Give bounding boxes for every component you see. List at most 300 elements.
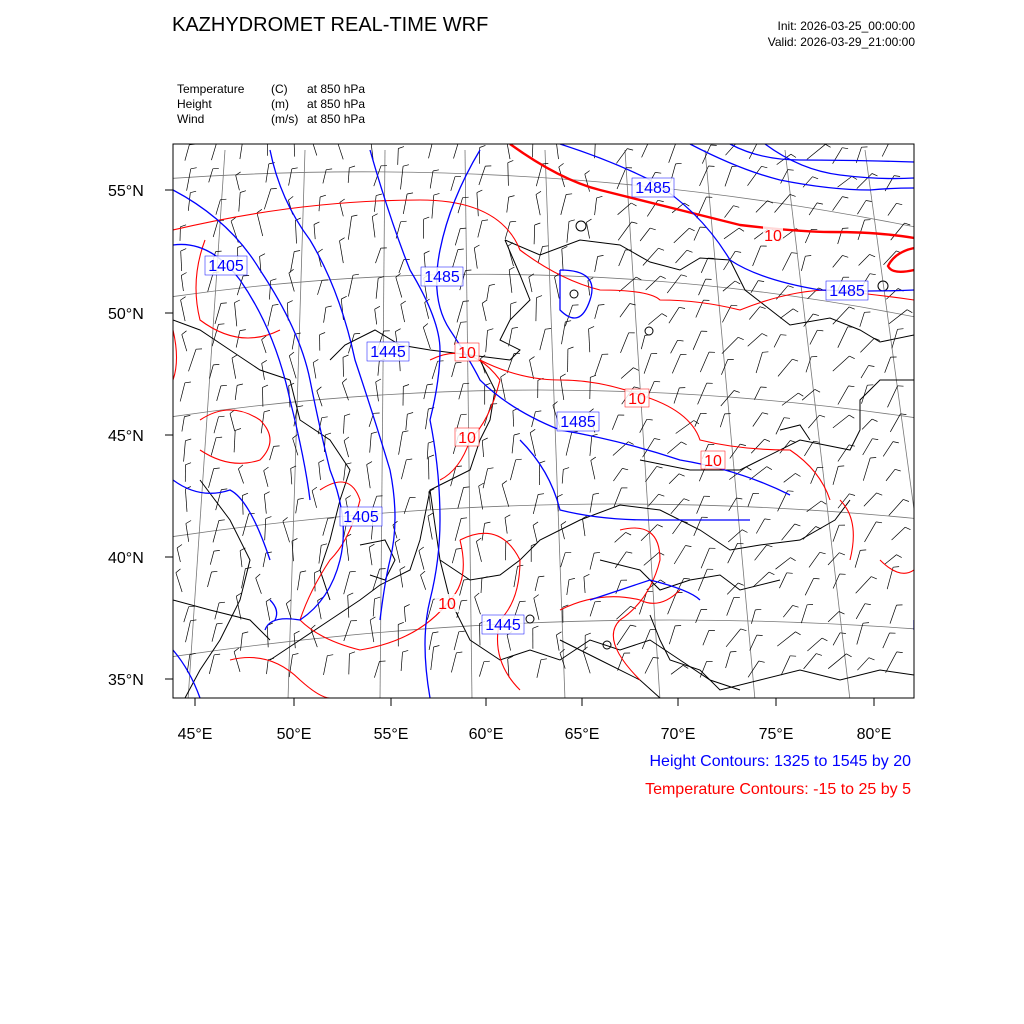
wind-barb-flag xyxy=(266,517,272,519)
wind-barb xyxy=(585,174,590,192)
wind-barb xyxy=(429,137,434,158)
wind-barb-flag xyxy=(657,525,662,527)
wind-barb-flag xyxy=(476,538,481,541)
wind-barb xyxy=(295,220,296,243)
height-label xyxy=(205,256,247,275)
wind-barb-flag xyxy=(315,570,321,572)
wind-barb xyxy=(507,197,509,212)
wind-barb-flag xyxy=(817,330,823,331)
wind-barb-flag xyxy=(796,632,801,635)
wind-barb xyxy=(776,418,784,435)
wind-barb-flag xyxy=(217,623,223,624)
longitude-labels xyxy=(178,726,892,743)
wind-barb xyxy=(267,660,269,674)
wind-barb xyxy=(211,438,216,456)
wind-barb-flag xyxy=(795,524,801,526)
wind-barb xyxy=(562,249,563,271)
wind-barb-flag xyxy=(898,329,904,330)
wind-barb xyxy=(751,610,755,624)
wind-barb xyxy=(698,569,707,590)
wind-barb xyxy=(886,652,897,673)
wind-barb xyxy=(700,352,709,372)
wind-barb-flag xyxy=(181,249,187,252)
wind-barb-flag xyxy=(681,275,687,277)
wind-barb-flag xyxy=(598,305,604,306)
wind-barb-flag xyxy=(849,494,855,496)
wind-barb-flag xyxy=(788,491,794,492)
wind-barb-flag xyxy=(813,177,819,179)
wind-barb xyxy=(888,386,898,408)
wind-barb xyxy=(399,432,403,455)
wind-barb-flag xyxy=(310,129,315,133)
wind-barb xyxy=(185,489,187,512)
wind-barb xyxy=(540,329,545,350)
wind-barb xyxy=(487,286,489,300)
wind-barb xyxy=(406,414,408,430)
wind-barb xyxy=(401,166,404,189)
height-contour-labels xyxy=(205,178,868,634)
wind-barb xyxy=(723,281,735,291)
wind-barb-flag xyxy=(684,499,690,501)
svg-text:1405: 1405 xyxy=(208,258,244,275)
wind-barb-flag xyxy=(657,466,663,468)
wind-barb-flag xyxy=(540,461,546,463)
wind-barb-flag xyxy=(556,136,561,139)
svg-text:1485: 1485 xyxy=(635,180,671,197)
wind-barb-flag xyxy=(463,197,469,198)
wind-barb xyxy=(535,577,538,591)
wind-barb xyxy=(861,366,869,379)
wind-barb-flag xyxy=(433,632,439,633)
wind-barb-flag xyxy=(843,255,849,257)
wind-barb xyxy=(424,254,425,269)
wind-barb xyxy=(595,198,597,215)
wind-barb xyxy=(323,518,328,535)
wind-barb-flag xyxy=(216,251,222,252)
wind-barb-flag xyxy=(560,374,565,377)
wind-barb xyxy=(344,416,345,434)
wind-barb-flag xyxy=(791,154,796,157)
wind-barb xyxy=(234,430,235,452)
wind-barb-flag xyxy=(762,352,768,353)
wind-barb-flag xyxy=(349,166,355,168)
wind-barb xyxy=(676,250,687,263)
wind-barb-flag xyxy=(585,633,591,635)
wind-barb xyxy=(618,653,625,671)
wind-barb-flag xyxy=(849,386,855,387)
wind-barb xyxy=(701,258,708,273)
wind-barb xyxy=(317,391,322,407)
wind-barb-flag xyxy=(298,498,304,499)
lon-label: 70°E xyxy=(660,726,696,743)
wind-barb-flag xyxy=(326,306,332,307)
wind-barb xyxy=(886,469,895,481)
wind-barb-flag xyxy=(243,136,249,137)
wind-barb-flag xyxy=(300,571,306,572)
wind-barb-flag xyxy=(542,163,548,164)
wind-barb-flag xyxy=(433,170,439,171)
wind-barb-flag xyxy=(791,253,797,254)
wind-barb xyxy=(838,228,843,244)
wind-barb xyxy=(536,164,542,186)
wind-barb xyxy=(779,573,786,588)
height-label xyxy=(557,412,599,431)
wind-barb-flag xyxy=(733,206,739,208)
wind-barb xyxy=(595,257,598,272)
wind-barb xyxy=(479,166,485,185)
valid-time: Valid: 2026-03-29_21:00:00 xyxy=(767,35,915,49)
wind-barb xyxy=(209,469,214,488)
wind-barb-flag xyxy=(403,165,409,167)
wind-barb xyxy=(750,635,757,650)
wind-barb xyxy=(698,383,707,404)
wind-barb-flag xyxy=(313,359,318,362)
wind-barb-flag xyxy=(458,249,464,250)
wind-barb xyxy=(667,442,681,454)
wind-barb xyxy=(695,413,701,426)
wind-barb-flag xyxy=(346,496,351,499)
wind-barb-flag xyxy=(427,384,433,385)
wind-barb-flag xyxy=(893,567,899,568)
wind-barb-flag xyxy=(395,539,400,542)
wind-barb-flag xyxy=(512,327,518,328)
wind-barb-flag xyxy=(846,654,851,657)
wind-barb-flag xyxy=(181,273,186,276)
wind-barb xyxy=(291,468,292,484)
wind-barb xyxy=(513,411,514,427)
wind-barb xyxy=(186,524,189,542)
wind-barb-flag xyxy=(788,286,794,288)
wind-barb xyxy=(641,335,645,349)
wind-barb-flag xyxy=(684,578,690,579)
wind-barb xyxy=(590,436,592,456)
wind-barb-flag xyxy=(400,567,405,570)
wind-barb-flag xyxy=(860,550,866,551)
wind-barb-flag xyxy=(760,307,766,309)
wind-barb xyxy=(856,577,872,594)
wind-barb-flag xyxy=(813,314,819,316)
wind-barb xyxy=(181,300,186,321)
wind-barb-flag xyxy=(584,574,590,577)
wind-barb-flag xyxy=(182,331,187,335)
wind-barb-flag xyxy=(533,626,539,628)
wind-barb xyxy=(669,474,679,484)
wind-barb-flag xyxy=(530,429,535,432)
wind-barb-flag xyxy=(240,330,246,331)
wind-barb-flag xyxy=(679,307,685,308)
wind-barb xyxy=(620,304,630,318)
wind-barb-flag xyxy=(647,419,653,420)
wind-barb xyxy=(621,333,629,353)
wind-barb xyxy=(833,525,839,541)
wind-barb-flag xyxy=(866,201,872,202)
wind-barb-flag xyxy=(367,462,372,465)
temperature-label xyxy=(455,343,479,362)
wind-barb xyxy=(612,415,618,430)
wind-barb xyxy=(885,357,891,373)
wind-barb xyxy=(533,525,537,543)
wind-barb xyxy=(778,359,792,376)
map-title: KAZHYDROMET REAL-TIME WRF xyxy=(172,14,489,36)
wind-barb-flag xyxy=(406,459,412,460)
wind-barb xyxy=(722,337,738,353)
wind-barb xyxy=(232,358,236,379)
wind-barb-flag xyxy=(738,337,744,339)
wind-barb-flag xyxy=(872,439,878,440)
wind-barb xyxy=(780,309,793,319)
wind-barb-flag xyxy=(863,623,869,624)
wind-barb xyxy=(640,228,650,241)
wind-barb xyxy=(536,298,537,321)
wind-barb xyxy=(180,383,185,402)
wind-barb-flag xyxy=(762,166,768,168)
wind-barb-flag xyxy=(586,219,591,222)
wind-barb xyxy=(561,553,566,567)
wind-barb xyxy=(883,442,893,457)
wind-barb-flag xyxy=(185,382,191,383)
wind-barb-flag xyxy=(371,432,377,434)
wind-barb xyxy=(673,521,682,534)
wind-barb-flag xyxy=(735,251,741,252)
lat-label: 35°N xyxy=(108,672,144,689)
wind-barb-flag xyxy=(428,513,433,516)
svg-text:1445: 1445 xyxy=(485,617,521,634)
wind-barb-flag xyxy=(907,310,912,313)
wind-barb-flag xyxy=(849,356,854,359)
wind-barb-flag xyxy=(535,223,541,225)
wind-barb-flag xyxy=(849,307,855,309)
wind-barb xyxy=(805,578,813,595)
wind-barb-flag xyxy=(767,467,772,470)
wind-barb-flag xyxy=(238,465,243,469)
wind-barb xyxy=(619,250,626,266)
wind-barb-flag xyxy=(892,138,898,139)
wind-barb xyxy=(344,464,346,480)
freezing-line xyxy=(510,144,914,272)
wind-barb-flag xyxy=(501,374,506,377)
wind-barb xyxy=(753,413,763,427)
wind-barb xyxy=(268,305,273,326)
wind-barb xyxy=(184,441,186,462)
wind-barb-flag xyxy=(509,196,515,198)
wind-barb-flag xyxy=(429,455,435,457)
wind-barb-flag xyxy=(508,160,514,162)
wind-barb-flag xyxy=(678,340,684,341)
wind-barb-flag xyxy=(403,431,409,432)
wind-barb-flag xyxy=(781,335,787,336)
wind-barb xyxy=(642,143,648,157)
wind-barb xyxy=(314,225,315,240)
wind-barb-flag xyxy=(594,552,600,553)
wind-barb-flag xyxy=(320,195,326,197)
wind-barb xyxy=(372,217,375,238)
svg-text:1485: 1485 xyxy=(560,414,596,431)
latitude-labels xyxy=(108,183,144,689)
wind-barb xyxy=(344,572,350,594)
wind-barb-flag xyxy=(585,171,590,175)
wind-barb xyxy=(451,653,456,673)
wind-barb xyxy=(590,553,594,570)
wind-barb xyxy=(615,532,626,542)
wind-barb xyxy=(726,652,731,668)
wind-barb xyxy=(882,138,891,157)
wind-barb-flag xyxy=(321,544,327,546)
wind-barb-flag xyxy=(595,137,601,139)
wind-barb xyxy=(748,166,762,185)
wind-barb xyxy=(182,417,185,432)
wind-barb-flag xyxy=(535,411,541,412)
wind-barb xyxy=(451,177,455,191)
wind-barb-flag xyxy=(220,199,226,200)
wind-barb-flag xyxy=(344,437,349,441)
wind-barb-flag xyxy=(350,571,356,572)
wind-barb-flag xyxy=(793,309,798,312)
wind-barb xyxy=(756,519,764,534)
wind-barb-flag xyxy=(340,238,345,241)
wind-barb xyxy=(699,279,706,295)
wind-barb-flag xyxy=(734,391,740,393)
wind-barb xyxy=(645,466,656,481)
wind-barb-flag xyxy=(482,220,488,221)
wind-barb-flag xyxy=(545,329,551,330)
wind-barb-flag xyxy=(185,439,191,441)
height-label xyxy=(632,178,674,197)
wind-barb-flag xyxy=(488,329,494,331)
wind-barb-flag xyxy=(460,228,466,229)
wind-barb xyxy=(643,248,659,265)
wind-barb-flag xyxy=(897,555,902,558)
wind-barb xyxy=(427,443,428,459)
lon-label: 60°E xyxy=(468,726,504,743)
wind-barb xyxy=(755,545,767,560)
wind-barb-flag xyxy=(274,446,280,447)
wind-barb-flag xyxy=(679,474,685,476)
wind-barb-flag xyxy=(314,222,319,225)
wind-barb xyxy=(890,414,900,432)
wind-barb xyxy=(340,202,344,216)
wind-barb xyxy=(667,275,681,293)
wind-barb-flag xyxy=(632,222,638,224)
wind-barb xyxy=(857,658,869,671)
lat-label: 50°N xyxy=(108,306,144,323)
wind-barb-flag xyxy=(341,296,346,299)
wind-barb-flag xyxy=(191,620,197,621)
wind-barb-flag xyxy=(292,168,298,169)
height-label xyxy=(826,281,868,300)
wind-barb xyxy=(642,630,650,649)
wind-barb-flag xyxy=(877,493,883,495)
wind-barb xyxy=(236,331,240,348)
wind-barb xyxy=(187,169,191,191)
wind-barb-flag xyxy=(660,276,665,279)
wind-barb xyxy=(890,605,897,624)
wind-barb-flag xyxy=(424,251,429,254)
wind-barb-flag xyxy=(369,544,374,547)
wind-barb xyxy=(649,314,662,325)
wind-barb-flag xyxy=(407,193,413,194)
wind-barb xyxy=(319,545,321,563)
wind-barb-flag xyxy=(505,515,510,518)
wind-barb xyxy=(595,305,599,319)
wind-barb xyxy=(807,638,822,651)
wind-barb xyxy=(502,484,509,507)
wind-barb-flag xyxy=(219,602,225,603)
wind-barb xyxy=(289,169,292,186)
wind-barb xyxy=(748,334,762,347)
wind-barb xyxy=(454,136,461,158)
wind-barb xyxy=(428,516,432,539)
wind-barb-flag xyxy=(407,413,413,415)
wind-barb xyxy=(475,597,481,614)
wind-barb-flag xyxy=(589,326,595,329)
wind-barb xyxy=(584,577,585,593)
lon-label: 50°E xyxy=(276,726,312,743)
wind-barb xyxy=(833,197,843,211)
wind-barb xyxy=(269,281,270,300)
wind-barb-flag xyxy=(479,483,484,486)
wind-barb-flag xyxy=(294,251,300,252)
wind-barb-flag xyxy=(658,200,664,201)
wind-barb-flag xyxy=(758,281,764,282)
wind-barb xyxy=(294,138,295,157)
wind-barb-flag xyxy=(557,494,562,497)
wind-barb xyxy=(189,349,197,371)
wind-barb-flag xyxy=(180,225,186,227)
wind-barb xyxy=(567,221,569,242)
height-label xyxy=(482,615,524,634)
wind-barb-flag xyxy=(181,297,186,300)
wind-barb xyxy=(340,241,344,263)
wind-barb-flag xyxy=(793,605,799,607)
wind-barb xyxy=(833,255,843,267)
wind-barb-flag xyxy=(739,228,744,231)
wind-barb xyxy=(727,598,734,616)
wind-barb-flag xyxy=(534,595,539,599)
wind-barb xyxy=(482,303,486,321)
wind-barb-flag xyxy=(689,228,694,231)
wind-barb xyxy=(455,519,461,541)
svg-text:1445: 1445 xyxy=(370,344,406,361)
wind-barb-flag xyxy=(622,468,628,469)
wind-barb-flag xyxy=(738,583,744,585)
wind-barb-flag xyxy=(765,519,771,520)
wind-barb xyxy=(401,304,405,322)
wind-barb xyxy=(567,580,569,595)
wind-barb-flag xyxy=(865,604,871,605)
wind-barb xyxy=(234,652,240,672)
wind-barb-flag xyxy=(814,578,820,579)
wind-barb-flag xyxy=(849,415,854,418)
wind-barb xyxy=(399,260,404,273)
wind-barb xyxy=(639,592,646,615)
wind-barb xyxy=(694,227,700,240)
wind-barb xyxy=(507,635,511,651)
wind-barb xyxy=(400,570,403,588)
wind-barb xyxy=(235,385,237,400)
wind-barb-flag xyxy=(869,658,875,660)
wind-barb xyxy=(884,555,896,565)
wind-barb xyxy=(264,494,266,513)
wind-barb xyxy=(562,322,566,344)
wind-barb-flag xyxy=(559,163,564,167)
wind-barb-flag xyxy=(659,494,665,496)
wind-barb xyxy=(429,633,432,650)
wind-barb-flag xyxy=(287,301,292,304)
wind-barb-flag xyxy=(759,661,765,662)
wind-barb xyxy=(674,388,679,404)
wind-barb xyxy=(556,635,559,651)
wind-barb xyxy=(756,352,762,373)
